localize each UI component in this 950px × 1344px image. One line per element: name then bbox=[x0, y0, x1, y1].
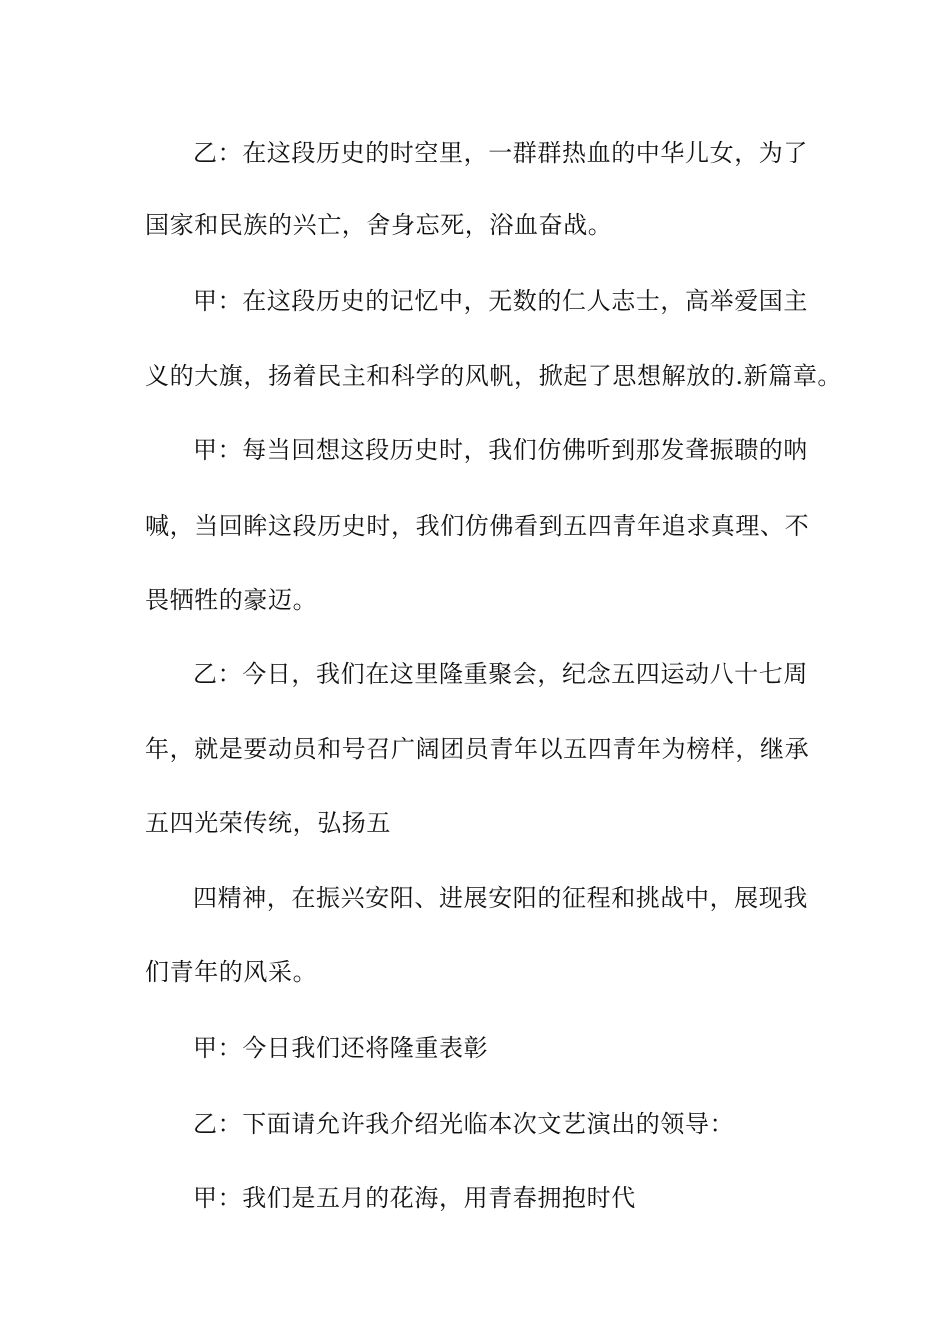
paragraph-line: 甲：今日我们还将隆重表彰 bbox=[193, 1034, 489, 1062]
paragraph-line: 喊，当回眸这段历史时，我们仿佛看到五四青年追求真理、不 bbox=[145, 512, 810, 540]
paragraph-line: 义的大旗，扬着民主和科学的风帆，掀起了思想解放的.新篇章。 bbox=[145, 362, 843, 390]
paragraph-line: 年，就是要动员和号召广阔团员青年以五四青年为榜样，继承 bbox=[145, 735, 810, 763]
paragraph-line: 甲：每当回想这段历史时，我们仿佛听到那发聋振聩的呐 bbox=[193, 436, 808, 464]
paragraph-line: 甲：我们是五月的花海，用青春拥抱时代 bbox=[193, 1184, 636, 1212]
paragraph-line: 乙：今日，我们在这里隆重聚会，纪念五四运动八十七周 bbox=[193, 660, 808, 688]
paragraph-line: 甲：在这段历史的记忆中，无数的仁人志士，高举爱国主 bbox=[193, 287, 808, 315]
paragraph-line: 国家和民族的兴亡，舍身忘死，浴血奋战。 bbox=[145, 211, 613, 239]
paragraph-line: 五四光荣传统，弘扬五 bbox=[145, 809, 391, 837]
paragraph-line: 四精神，在振兴安阳、进展安阳的征程和挑战中，展现我 bbox=[193, 884, 808, 912]
paragraph-line: 乙：下面请允许我介绍光临本次文艺演出的领导： bbox=[193, 1110, 735, 1138]
paragraph-line: 乙：在这段历史的时空里，一群群热血的中华儿女，为了 bbox=[193, 139, 808, 167]
paragraph-line: 畏牺牲的豪迈。 bbox=[145, 586, 318, 614]
paragraph-line: 们青年的风采。 bbox=[145, 958, 318, 986]
